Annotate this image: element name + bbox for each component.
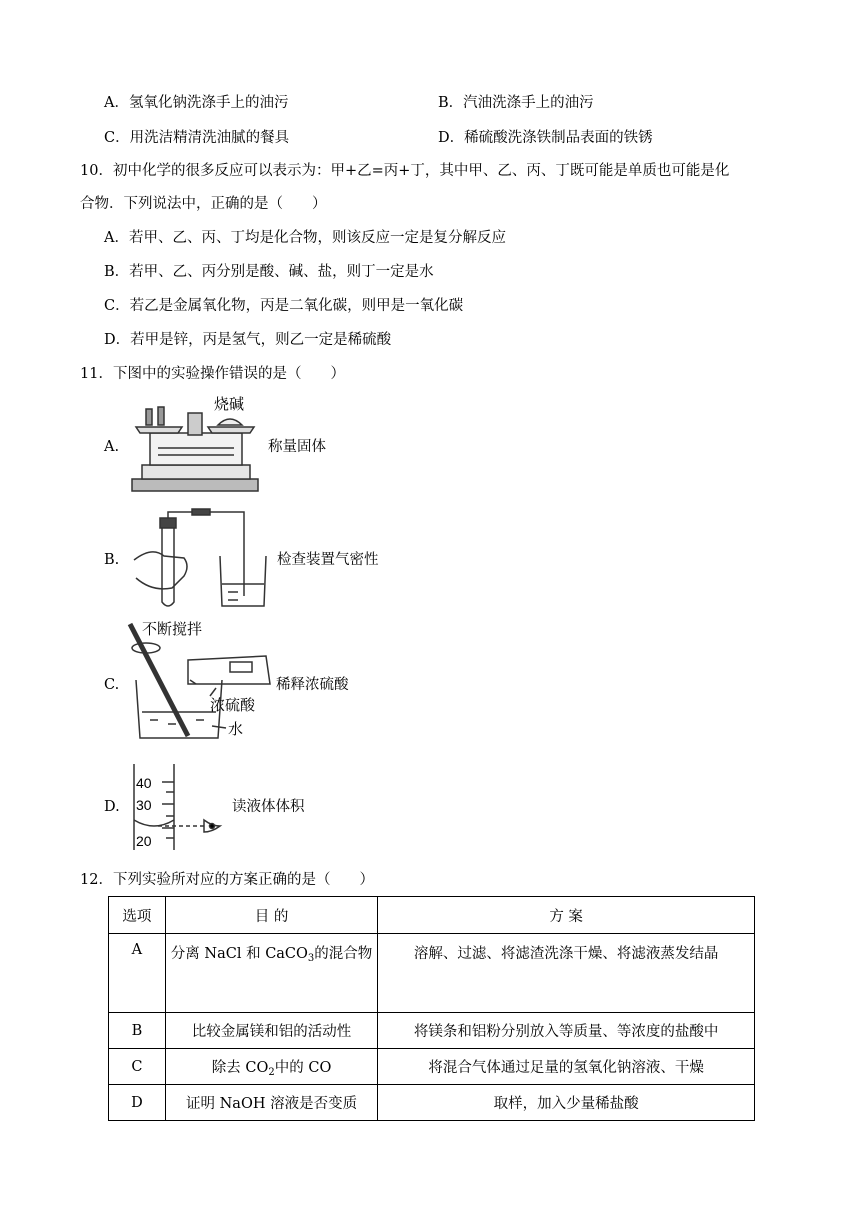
row-goal: 证明 NaOH 溶液是否变质	[165, 1085, 377, 1121]
table-row	[109, 1085, 755, 1121]
q11-b-caption: 检查装置气密性	[277, 552, 379, 568]
row-plan: 取样，加入少量稀盐酸	[378, 1085, 755, 1121]
table-row	[109, 934, 755, 1013]
row-goal: 比较金属镁和铝的活动性	[165, 1013, 377, 1049]
row-option: A	[109, 934, 166, 1013]
q10-stem-line1: 10．初中化学的很多反应可以表示为：甲+乙=丙+丁，其中甲、乙、丙、丁既可能是单质也可能是化	[80, 163, 730, 179]
tick-30: 30	[136, 797, 152, 813]
stir-label: 不断搅拌	[142, 621, 203, 638]
table-header-row	[109, 897, 755, 934]
q11-a-letter: A.	[104, 439, 120, 455]
cylinder-figure	[128, 762, 228, 852]
q11-stem: 11．下图中的实验操作错误的是（ ）	[80, 366, 345, 382]
dilution-figure	[126, 620, 276, 742]
q10-option-a: A．若甲、乙、丙、丁均是化合物，则该反应一定是复分解反应	[104, 230, 506, 246]
q9-option-c: C．用洗洁精清洗油腻的餐具	[104, 130, 290, 146]
row-option: D	[109, 1085, 166, 1121]
row-goal: 除去 $CO_2$中的 CO	[165, 1049, 377, 1085]
q9-option-d: D．稀硫酸洗涤铁制品表面的铁锈	[438, 130, 653, 146]
water-label: 水	[228, 721, 244, 738]
q12-stem: 12．下列实验所对应的方案正确的是（ ）	[80, 872, 374, 888]
q9-option-b: B．汽油洗涤手上的油污	[438, 95, 594, 111]
row-plan: 将镁条和铝粉分别放入等质量、等浓度的盐酸中	[378, 1013, 755, 1049]
table-row	[109, 1049, 755, 1085]
q10-option-c: C．若乙是金属氧化物，丙是二氧化碳，则甲是一氧化碳	[104, 298, 464, 314]
header-option: 选项	[109, 897, 166, 934]
q10-option-b: B．若甲、乙、丙分别是酸、碱、盐，则丁一定是水	[104, 264, 434, 280]
header-goal: 目 的	[165, 897, 377, 934]
q12-table	[108, 896, 755, 1121]
q11-b-letter: B.	[104, 552, 120, 568]
balance-figure	[128, 393, 262, 497]
q11-d-letter: D.	[104, 799, 120, 815]
q10-stem-line2: 合物．下列说法中，正确的是（ ）	[80, 196, 327, 212]
acid-label: 浓硫酸	[210, 697, 256, 714]
balance-label: 烧碱	[214, 396, 245, 413]
q11-a-caption: 称量固体	[268, 439, 326, 455]
table-row	[109, 1013, 755, 1049]
header-plan: 方 案	[378, 897, 755, 934]
row-goal: 分离 NaCl 和 CaCO$_3$的混合物	[165, 934, 377, 1013]
row-plan: 溶解、过滤、将滤渣洗涤干燥、将滤液蒸发结晶	[378, 934, 755, 1013]
row-plan: 将混合气体通过足量的氢氧化钠溶液、干燥	[378, 1049, 755, 1085]
tick-40: 40	[136, 775, 152, 791]
q11-c-letter: C.	[104, 677, 120, 693]
q11-d-caption: 读液体体积	[232, 799, 305, 815]
airtightness-figure	[132, 506, 272, 614]
q9-option-a: A．氢氧化钠洗涤手上的油污	[104, 95, 289, 111]
q11-c-caption: 稀释浓硫酸	[276, 677, 349, 693]
row-option: C	[109, 1049, 166, 1085]
row-option: B	[109, 1013, 166, 1049]
q10-option-d: D．若甲是锌，丙是氢气，则乙一定是稀硫酸	[104, 332, 392, 348]
tick-20: 20	[136, 833, 152, 849]
